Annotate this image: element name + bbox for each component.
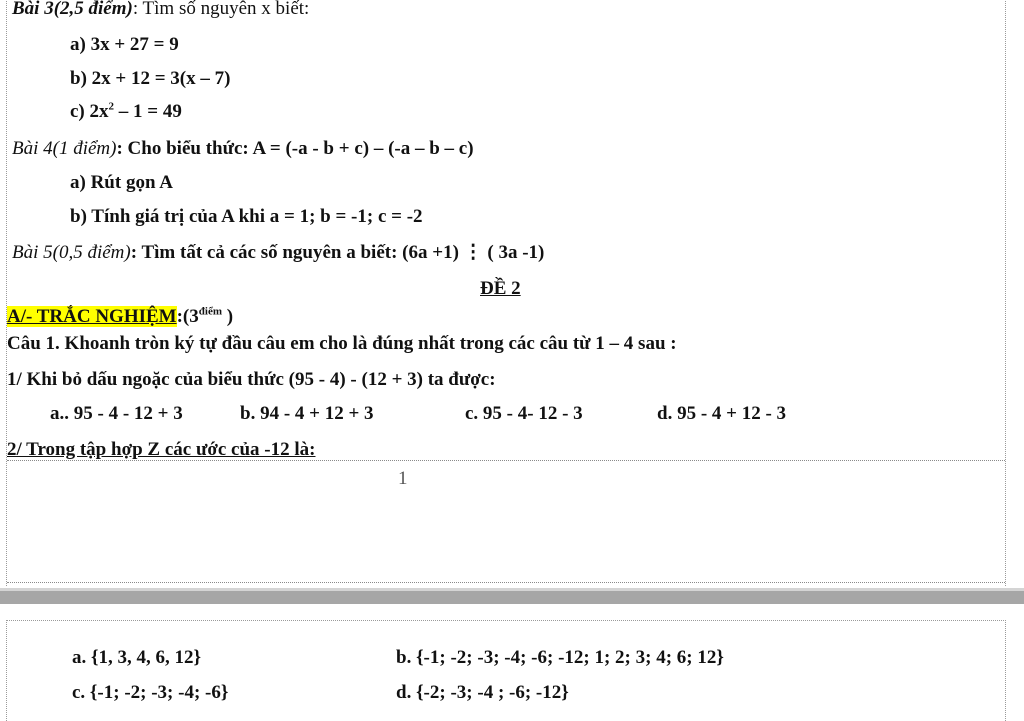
- bai4-title-text: : Cho biểu thức: A = (-a - b + c) – (-a – b – c): [116, 138, 474, 159]
- bai4-item-b: b) Tính giá trị của A khi a = 1; b = -1; c = -2: [70, 206, 423, 227]
- bai3-item-c-exponent: 2: [108, 100, 115, 113]
- bai3-title-text: : Tìm số nguyên x biết:: [132, 0, 310, 19]
- q1-option-a: a.. 95 - 4 - 12 + 3: [50, 403, 183, 424]
- q2-option-d: d. {-2; -3; -4 ; -6; -12}: [396, 682, 569, 703]
- page-number: 1: [398, 468, 408, 489]
- bai5-heading: [12, 242, 544, 264]
- q1-option-c: c. 95 - 4- 12 - 3: [465, 403, 583, 424]
- bai3-item-c-rest: – 1 = 49: [114, 101, 182, 122]
- de2-heading: ĐỀ 2: [480, 278, 521, 299]
- q1-option-b: b. 94 - 4 + 12 + 3: [240, 403, 374, 424]
- bai3-item-b: b) 2x + 12 = 3(x – 7): [70, 68, 231, 89]
- q2-option-c: c. {-1; -2; -3; -4; -6}: [72, 682, 229, 703]
- q1-text: 1/ Khi bỏ dấu ngoặc của biểu thức (95 - 4) - (12 + 3) ta được:: [7, 369, 496, 390]
- bai4-item-a: a) Rút gọn A: [70, 172, 173, 193]
- tracnghiem-heading: [7, 306, 233, 328]
- page-bottom-edge: [7, 582, 1005, 583]
- q2-option-a: a. {1, 3, 4, 6, 12}: [72, 647, 201, 668]
- bai3-item-c: [70, 101, 182, 123]
- page-gap-band: [0, 591, 1024, 604]
- q2-text: 2/ Trong tập hợp Z các ước của -12 là:: [7, 439, 316, 460]
- tracnghiem-points-unit: điểm: [198, 305, 222, 318]
- tracnghiem-close: ): [222, 306, 234, 327]
- q2-option-b: b. {-1; -2; -3; -4; -6; -12; 1; 2; 3; 4; 6; 12}: [396, 647, 724, 668]
- bai3-title-label: Bài 3(2,5 điểm): [12, 0, 133, 19]
- bai4-heading: [12, 138, 474, 160]
- cau1-instruction: Câu 1. Khoanh tròn ký tự đầu câu em cho là đúng nhất trong các câu từ 1 – 4 sau :: [7, 333, 677, 354]
- tracnghiem-points: :(3: [176, 306, 199, 327]
- bai3-item-c-base: c) 2x: [70, 101, 109, 122]
- bai5-title-text: : Tìm tất cả các số nguyên a biết: (6a +1) ⋮ ( 3a -1): [130, 242, 545, 263]
- tracnghiem-label: A/- TRẮC NGHIỆM: [7, 306, 177, 327]
- bai3-item-a: a) 3x + 27 = 9: [70, 34, 179, 55]
- q1-option-d: d. 95 - 4 + 12 - 3: [657, 403, 787, 424]
- bai3-heading: [12, 0, 309, 20]
- bai4-title-label: Bài 4(1 điểm): [12, 138, 117, 159]
- bai5-title-label: Bài 5(0,5 điểm): [12, 242, 131, 263]
